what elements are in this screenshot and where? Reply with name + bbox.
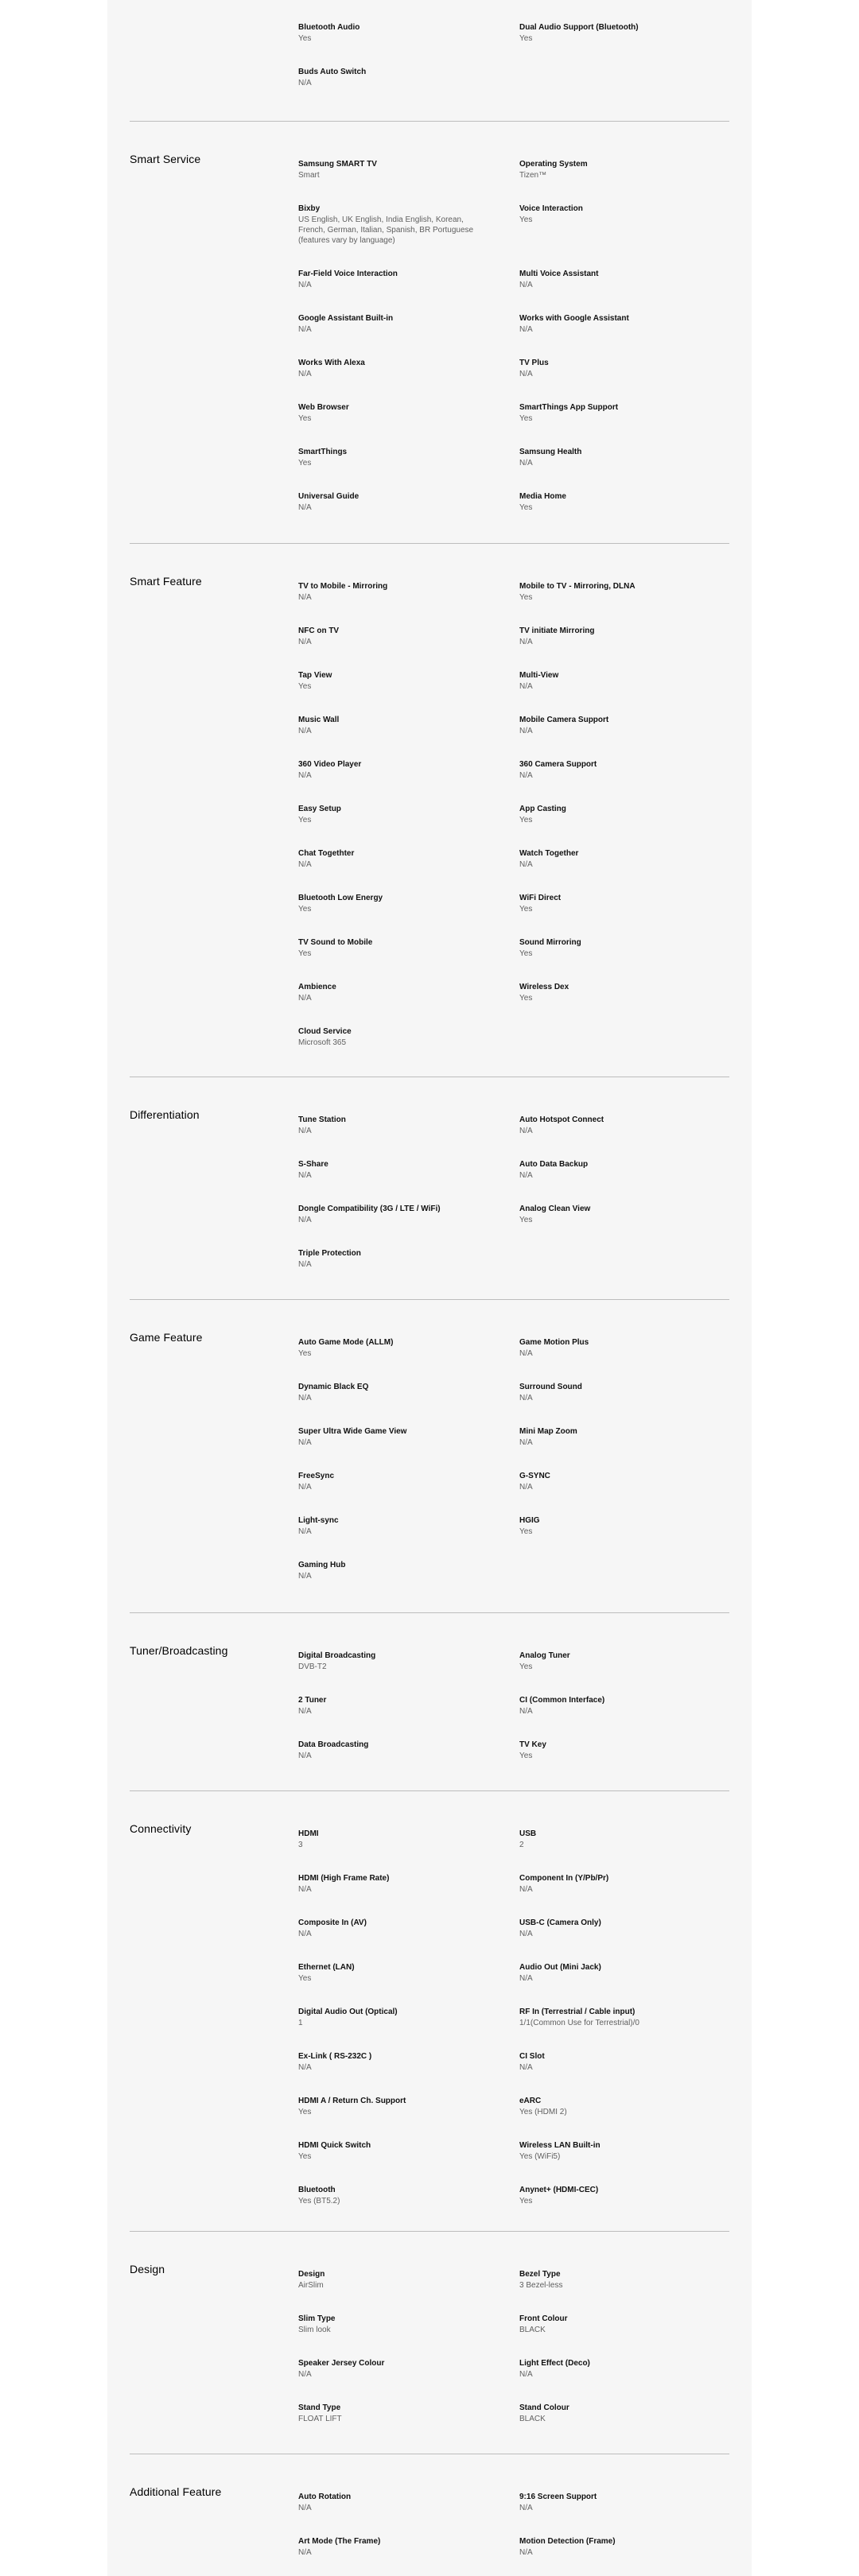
spec-item bbox=[298, 1829, 489, 1850]
spec-item bbox=[298, 2314, 489, 2335]
spec-label: FreeSync bbox=[298, 1472, 335, 1480]
spec-item bbox=[519, 1204, 710, 1225]
spec-item bbox=[298, 2140, 489, 2162]
spec-label: Mobile Camera Support bbox=[519, 716, 609, 724]
spec-value: Yes bbox=[298, 682, 312, 691]
spec-item bbox=[298, 159, 489, 180]
spec-label: Samsung SMART TV bbox=[298, 160, 377, 169]
spec-label: TV Sound to Mobile bbox=[298, 938, 373, 947]
spec-value: N/A bbox=[298, 1572, 312, 1581]
spec-value: Yes bbox=[519, 593, 533, 602]
spec-item bbox=[298, 1651, 489, 1672]
spec-value: N/A bbox=[298, 1707, 312, 1716]
spec-item bbox=[519, 1382, 710, 1403]
spec-value: N/A bbox=[519, 1885, 533, 1894]
spec-item bbox=[298, 447, 489, 468]
spec-label: G-SYNC bbox=[519, 1472, 550, 1480]
spec-value: N/A bbox=[298, 1438, 312, 1447]
spec-value: Yes bbox=[519, 503, 533, 512]
spec-item bbox=[298, 1740, 489, 1761]
spec-item bbox=[519, 2358, 710, 2380]
spec-label: Auto Game Mode (ALLM) bbox=[298, 1338, 394, 1347]
spec-item bbox=[298, 581, 489, 603]
spec-value: FLOAT LIFT bbox=[298, 2415, 342, 2423]
spec-item bbox=[519, 1471, 710, 1492]
spec-item bbox=[519, 2314, 710, 2335]
spec-value: N/A bbox=[298, 325, 312, 334]
spec-item bbox=[298, 1515, 489, 1537]
spec-label: Audio Out (Mini Jack) bbox=[519, 1963, 601, 1972]
spec-value: N/A bbox=[519, 1171, 533, 1180]
spec-value: Yes bbox=[519, 215, 533, 224]
spec-label: CI (Common Interface) bbox=[519, 1696, 605, 1705]
spec-item bbox=[519, 1115, 710, 1136]
spec-value: N/A bbox=[519, 1394, 533, 1402]
spec-value: N/A bbox=[519, 2504, 533, 2512]
spec-value: N/A bbox=[298, 2548, 312, 2557]
spec-label: Stand Colour bbox=[519, 2403, 569, 2412]
spec-item bbox=[298, 1695, 489, 1717]
spec-value: N/A bbox=[519, 860, 533, 869]
spec-value: Yes bbox=[298, 2108, 312, 2116]
spec-value: N/A bbox=[298, 370, 312, 378]
spec-item bbox=[519, 670, 710, 692]
spec-label: Operating System bbox=[519, 160, 588, 169]
spec-label: Voice Interaction bbox=[519, 204, 583, 213]
spec-label: Speaker Jersey Colour bbox=[298, 2359, 385, 2368]
spec-label: 360 Camera Support bbox=[519, 760, 597, 769]
spec-label: Works with Google Assistant bbox=[519, 314, 629, 323]
spec-value: N/A bbox=[519, 727, 533, 735]
spec-label: Ethernet (LAN) bbox=[298, 1963, 355, 1972]
spec-label: Chat Togethter bbox=[298, 849, 355, 858]
spec-value: 3 bbox=[298, 1841, 303, 1849]
spec-value: N/A bbox=[519, 281, 533, 289]
spec-label: Far-Field Voice Interaction bbox=[298, 270, 398, 278]
spec-value: N/A bbox=[298, 2063, 312, 2072]
spec-item bbox=[298, 2403, 489, 2424]
spec-label: Bixby bbox=[298, 204, 321, 213]
spec-value: N/A bbox=[519, 1930, 533, 1938]
spec-value: N/A bbox=[519, 370, 533, 378]
spec-label: Tune Station bbox=[298, 1115, 346, 1124]
spec-label: Slim Type bbox=[298, 2314, 336, 2323]
spec-item bbox=[519, 22, 710, 44]
spec-value: Tizen™ bbox=[519, 171, 547, 180]
spec-value: 3 Bezel-less bbox=[519, 2281, 563, 2290]
spec-label: TV initiate Mirroring bbox=[519, 627, 595, 635]
spec-item bbox=[519, 269, 710, 290]
spec-label: Bezel Type bbox=[519, 2270, 561, 2279]
spec-value: Yes (BT5.2) bbox=[298, 2197, 340, 2206]
section-title: Design bbox=[130, 2263, 165, 2275]
spec-value: Yes bbox=[298, 1974, 312, 1983]
spec-item bbox=[298, 759, 489, 781]
spec-item bbox=[298, 1382, 489, 1403]
spec-item bbox=[519, 358, 710, 379]
spec-label: Game Motion Plus bbox=[519, 1338, 589, 1347]
spec-item bbox=[298, 313, 489, 335]
spec-value: N/A bbox=[298, 1483, 312, 1492]
spec-item bbox=[298, 804, 489, 825]
spec-label: Buds Auto Switch bbox=[298, 68, 367, 76]
spec-value: 2 bbox=[519, 1841, 524, 1849]
spec-value: N/A bbox=[519, 1707, 533, 1716]
spec-item bbox=[298, 1026, 489, 1048]
spec-value: Smart bbox=[298, 171, 320, 180]
spec-label: 2 Tuner bbox=[298, 1696, 327, 1705]
spec-label: Triple Protection bbox=[298, 1249, 361, 1258]
spec-item bbox=[519, 1515, 710, 1537]
spec-item bbox=[298, 2358, 489, 2380]
spec-value: Yes bbox=[519, 949, 533, 958]
spec-value: N/A bbox=[519, 638, 533, 646]
spec-label: Ex-Link ( RS-232C ) bbox=[298, 2052, 372, 2061]
spec-value: N/A bbox=[298, 727, 312, 735]
spec-value: N/A bbox=[519, 1349, 533, 1358]
spec-item bbox=[519, 848, 710, 870]
spec-item bbox=[298, 848, 489, 870]
spec-label: Digital Audio Out (Optical) bbox=[298, 2008, 398, 2016]
spec-item bbox=[298, 1115, 489, 1136]
spec-label: TV to Mobile - Mirroring bbox=[298, 582, 388, 591]
spec-label: Digital Broadcasting bbox=[298, 1651, 376, 1660]
spec-value: N/A bbox=[519, 1438, 533, 1447]
spec-label: Dongle Compatibility (3G / LTE / WiFi) bbox=[298, 1205, 441, 1213]
spec-value: N/A bbox=[519, 1127, 533, 1135]
spec-value: Yes bbox=[298, 459, 312, 467]
spec-label: Dual Audio Support (Bluetooth) bbox=[519, 23, 639, 32]
spec-item bbox=[519, 1426, 710, 1448]
spec-item bbox=[298, 491, 489, 513]
spec-value: Yes bbox=[298, 414, 312, 423]
spec-value: Yes bbox=[298, 905, 312, 914]
spec-item bbox=[519, 402, 710, 424]
spec-item bbox=[519, 2492, 710, 2513]
spec-value: N/A bbox=[519, 2548, 533, 2557]
spec-label: Component In (Y/Pb/Pr) bbox=[519, 1874, 609, 1883]
spec-value: Yes (WiFi5) bbox=[519, 2152, 561, 2161]
spec-label: Wireless LAN Built-in bbox=[519, 2141, 601, 2150]
spec-label: Bluetooth Audio bbox=[298, 23, 360, 32]
spec-item bbox=[519, 447, 710, 468]
spec-label: HGIG bbox=[519, 1516, 540, 1525]
spec-label: Mobile to TV - Mirroring, DLNA bbox=[519, 582, 636, 591]
spec-label: USB bbox=[519, 1829, 537, 1838]
spec-item bbox=[298, 715, 489, 736]
spec-item bbox=[519, 1873, 710, 1895]
spec-item bbox=[519, 1695, 710, 1717]
spec-label: Anynet+ (HDMI-CEC) bbox=[519, 2186, 599, 2194]
spec-value: N/A bbox=[519, 2370, 533, 2379]
spec-label: TV Plus bbox=[519, 359, 549, 367]
spec-label: Auto Rotation bbox=[298, 2493, 352, 2501]
spec-label: Multi Voice Assistant bbox=[519, 270, 599, 278]
spec-label: TV Key bbox=[519, 1740, 546, 1749]
spec-item bbox=[298, 1962, 489, 1984]
section-title: Smart Service bbox=[130, 153, 201, 165]
spec-item bbox=[298, 1337, 489, 1359]
spec-item bbox=[519, 2007, 710, 2028]
spec-label: Watch Together bbox=[519, 849, 579, 858]
spec-item bbox=[519, 2536, 710, 2558]
spec-label: Light Effect (Deco) bbox=[519, 2359, 590, 2368]
spec-label: CI Slot bbox=[519, 2052, 545, 2061]
spec-label: Cloud Service bbox=[298, 1027, 352, 1036]
spec-item bbox=[519, 2140, 710, 2162]
spec-item bbox=[519, 804, 710, 825]
spec-value: US English, UK English, India English, Korean, French, German, Italian, Spanish, BR Portuguese (features vary by language) bbox=[298, 215, 474, 245]
section-title: Connectivity bbox=[130, 1822, 192, 1835]
spec-label: SmartThings bbox=[298, 448, 348, 456]
spec-value: Yes bbox=[298, 34, 312, 43]
spec-label: Mini Map Zoom bbox=[519, 1427, 577, 1436]
section-divider bbox=[130, 121, 729, 122]
spec-label: Motion Detection (Frame) bbox=[519, 2537, 616, 2546]
spec-value: N/A bbox=[298, 2504, 312, 2512]
spec-item bbox=[298, 1873, 489, 1895]
spec-item bbox=[519, 1159, 710, 1181]
spec-value: Yes bbox=[519, 1752, 533, 1760]
spec-item bbox=[519, 204, 710, 225]
spec-label: HDMI bbox=[298, 1829, 319, 1838]
spec-item bbox=[519, 1918, 710, 1939]
spec-label: WiFi Direct bbox=[519, 894, 562, 902]
spec-item bbox=[298, 937, 489, 959]
spec-value: N/A bbox=[298, 1394, 312, 1402]
spec-value: Yes bbox=[519, 816, 533, 824]
spec-label: S-Share bbox=[298, 1160, 328, 1169]
spec-label: Front Colour bbox=[519, 2314, 568, 2323]
spec-label: 9:16 Screen Support bbox=[519, 2493, 597, 2501]
spec-item bbox=[298, 982, 489, 1003]
spec-label: Light-sync bbox=[298, 1516, 339, 1525]
spec-label: Ambience bbox=[298, 983, 336, 991]
spec-value: AirSlim bbox=[298, 2281, 324, 2290]
spec-value: N/A bbox=[298, 1216, 312, 1224]
spec-value: N/A bbox=[298, 503, 312, 512]
spec-value: N/A bbox=[298, 2370, 312, 2379]
spec-label: Data Broadcasting bbox=[298, 1740, 369, 1749]
spec-label: Bluetooth bbox=[298, 2186, 336, 2194]
spec-value: N/A bbox=[298, 1171, 312, 1180]
spec-label: Tap View bbox=[298, 671, 332, 680]
spec-value: N/A bbox=[519, 1483, 533, 1492]
spec-value: Yes bbox=[519, 1662, 533, 1671]
spec-item bbox=[519, 715, 710, 736]
spec-value: Yes bbox=[519, 994, 533, 1003]
spec-item bbox=[519, 893, 710, 914]
spec-value: Yes bbox=[298, 2152, 312, 2161]
spec-value: N/A bbox=[519, 2063, 533, 2072]
spec-item bbox=[519, 937, 710, 959]
spec-label: Art Mode (The Frame) bbox=[298, 2537, 381, 2546]
spec-label: Music Wall bbox=[298, 716, 340, 724]
spec-item bbox=[519, 2269, 710, 2291]
spec-item bbox=[519, 982, 710, 1003]
spec-value: N/A bbox=[298, 994, 312, 1003]
spec-value: N/A bbox=[298, 1260, 312, 1269]
spec-item bbox=[298, 2492, 489, 2513]
spec-value: N/A bbox=[298, 771, 312, 780]
spec-label: Analog Clean View bbox=[519, 1205, 591, 1213]
spec-label: Auto Data Backup bbox=[519, 1160, 589, 1169]
section-divider bbox=[130, 1299, 729, 1300]
spec-item bbox=[298, 626, 489, 647]
spec-label: RF In (Terrestrial / Cable input) bbox=[519, 2008, 636, 2016]
spec-item bbox=[519, 2403, 710, 2424]
spec-item bbox=[298, 402, 489, 424]
spec-value: N/A bbox=[298, 1885, 312, 1894]
spec-item bbox=[298, 22, 489, 44]
section-divider bbox=[130, 1612, 729, 1613]
spec-label: Stand Type bbox=[298, 2403, 341, 2412]
spec-item bbox=[298, 204, 489, 246]
section-divider bbox=[130, 543, 729, 544]
section-divider bbox=[130, 2231, 729, 2232]
spec-value: BLACK bbox=[519, 2326, 546, 2334]
spec-label: Wireless Dex bbox=[519, 983, 569, 991]
spec-item bbox=[519, 2096, 710, 2117]
spec-item bbox=[298, 2096, 489, 2117]
spec-value: Yes bbox=[298, 1349, 312, 1358]
spec-value: Yes bbox=[298, 949, 312, 958]
section-divider bbox=[130, 1790, 729, 1791]
spec-value: Yes bbox=[519, 1527, 533, 1536]
spec-label: Web Browser bbox=[298, 403, 349, 412]
spec-item bbox=[519, 159, 710, 180]
spec-item bbox=[298, 1918, 489, 1939]
spec-item bbox=[298, 1159, 489, 1181]
spec-item bbox=[519, 1337, 710, 1359]
spec-label: NFC on TV bbox=[298, 627, 340, 635]
section-title: Tuner/Broadcasting bbox=[130, 1644, 228, 1657]
spec-label: App Casting bbox=[519, 805, 566, 813]
spec-value: N/A bbox=[519, 459, 533, 467]
spec-page bbox=[107, 0, 752, 2576]
spec-value: N/A bbox=[298, 1930, 312, 1938]
spec-label: Sound Mirroring bbox=[519, 938, 581, 947]
spec-value: N/A bbox=[298, 281, 312, 289]
section-title: Game Feature bbox=[130, 1331, 203, 1344]
spec-label: SmartThings App Support bbox=[519, 403, 619, 412]
spec-item bbox=[519, 581, 710, 603]
spec-value: 1/1(Common Use for Terrestrial)/0 bbox=[519, 2019, 639, 2027]
spec-value: N/A bbox=[298, 860, 312, 869]
spec-item bbox=[519, 1962, 710, 1984]
spec-item bbox=[298, 1204, 489, 1225]
spec-label: Media Home bbox=[519, 492, 566, 501]
spec-item bbox=[298, 670, 489, 692]
spec-label: Google Assistant Built-in bbox=[298, 314, 394, 323]
spec-item bbox=[298, 1248, 489, 1270]
spec-label: eARC bbox=[519, 2097, 542, 2105]
spec-value: N/A bbox=[298, 1527, 312, 1536]
section-title: Differentiation bbox=[130, 1108, 200, 1121]
spec-label: Super Ultra Wide Game View bbox=[298, 1427, 407, 1436]
spec-value: N/A bbox=[298, 638, 312, 646]
spec-item bbox=[519, 2185, 710, 2206]
spec-value: Yes (HDMI 2) bbox=[519, 2108, 567, 2116]
spec-label: HDMI (High Frame Rate) bbox=[298, 1874, 390, 1883]
spec-value: 1 bbox=[298, 2019, 303, 2027]
spec-label: Design bbox=[298, 2270, 325, 2279]
spec-item bbox=[298, 1471, 489, 1492]
spec-item bbox=[519, 759, 710, 781]
spec-label: Samsung Health bbox=[519, 448, 582, 456]
spec-label: Bluetooth Low Energy bbox=[298, 894, 383, 902]
spec-item bbox=[298, 893, 489, 914]
spec-label: Works With Alexa bbox=[298, 359, 365, 367]
spec-item bbox=[298, 2007, 489, 2028]
spec-item bbox=[519, 2051, 710, 2073]
spec-value: BLACK bbox=[519, 2415, 546, 2423]
spec-item bbox=[519, 1740, 710, 1761]
spec-value: N/A bbox=[519, 682, 533, 691]
spec-value: DVB-T2 bbox=[298, 1662, 327, 1671]
spec-label: Easy Setup bbox=[298, 805, 341, 813]
spec-value: N/A bbox=[519, 325, 533, 334]
spec-label: HDMI Quick Switch bbox=[298, 2141, 371, 2150]
spec-label: Gaming Hub bbox=[298, 1561, 346, 1569]
spec-value: N/A bbox=[298, 1752, 312, 1760]
spec-item bbox=[519, 626, 710, 647]
spec-value: Yes bbox=[519, 34, 533, 43]
spec-item bbox=[298, 269, 489, 290]
spec-item bbox=[298, 2269, 489, 2291]
spec-item bbox=[519, 1829, 710, 1850]
spec-value: Yes bbox=[519, 2197, 533, 2206]
spec-value: Yes bbox=[519, 905, 533, 914]
spec-value: Slim look bbox=[298, 2326, 331, 2334]
section-title: Smart Feature bbox=[130, 575, 202, 588]
spec-item bbox=[298, 67, 489, 88]
spec-label: USB-C (Camera Only) bbox=[519, 1918, 601, 1927]
spec-label: 360 Video Player bbox=[298, 760, 362, 769]
spec-item bbox=[298, 358, 489, 379]
spec-item bbox=[298, 1426, 489, 1448]
spec-value: N/A bbox=[298, 593, 312, 602]
spec-item bbox=[519, 313, 710, 335]
spec-item bbox=[519, 491, 710, 513]
spec-label: HDMI A / Return Ch. Support bbox=[298, 2097, 406, 2105]
spec-label: Auto Hotspot Connect bbox=[519, 1115, 604, 1124]
spec-label: Dynamic Black EQ bbox=[298, 1383, 369, 1391]
spec-item bbox=[298, 1560, 489, 1581]
spec-value: N/A bbox=[298, 1127, 312, 1135]
spec-item bbox=[298, 2185, 489, 2206]
spec-value: Microsoft 365 bbox=[298, 1038, 347, 1047]
spec-item bbox=[519, 1651, 710, 1672]
spec-value: Yes bbox=[298, 816, 312, 824]
section-title: Additional Feature bbox=[130, 2485, 222, 2498]
spec-value: N/A bbox=[298, 79, 312, 87]
spec-label: Analog Tuner bbox=[519, 1651, 570, 1660]
spec-value: Yes bbox=[519, 414, 533, 423]
spec-item bbox=[298, 2051, 489, 2073]
spec-label: Universal Guide bbox=[298, 492, 360, 501]
spec-label: Multi-View bbox=[519, 671, 559, 680]
spec-label: Surround Sound bbox=[519, 1383, 582, 1391]
spec-value: N/A bbox=[519, 771, 533, 780]
spec-value: N/A bbox=[519, 1974, 533, 1983]
spec-item bbox=[298, 2536, 489, 2558]
spec-label: Composite In (AV) bbox=[298, 1918, 367, 1927]
spec-value: Yes bbox=[519, 1216, 533, 1224]
